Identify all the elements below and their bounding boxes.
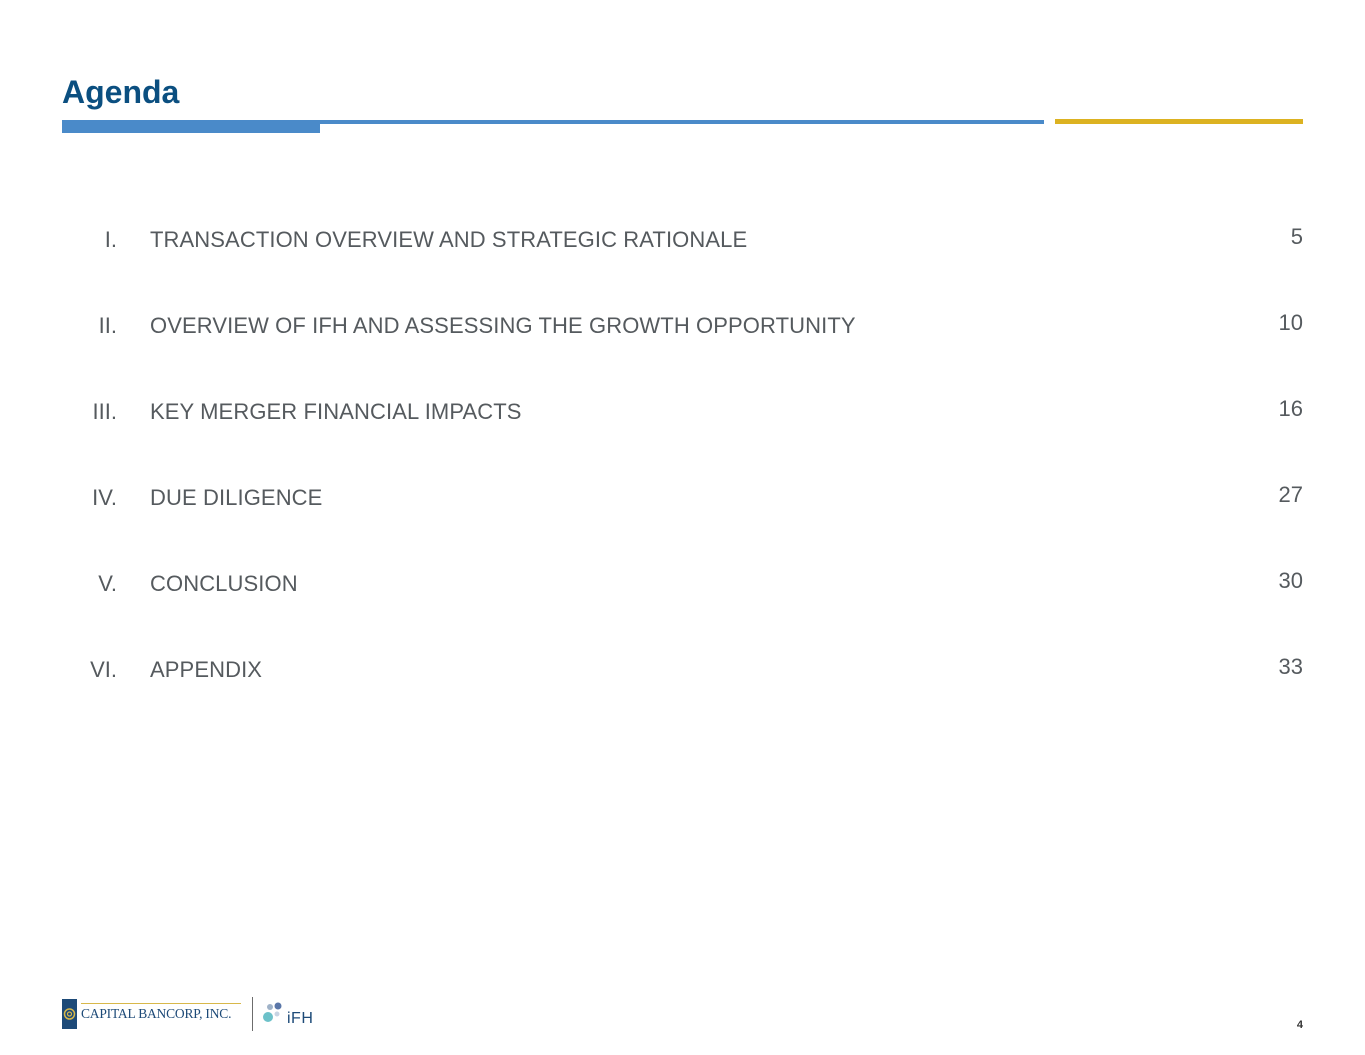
logo-divider bbox=[252, 997, 253, 1031]
ifh-logo-text: iFH bbox=[287, 1010, 314, 1027]
agenda-section-label: DUE DILIGENCE bbox=[150, 485, 323, 510]
agenda-page-number: 5 bbox=[1290, 224, 1303, 249]
agenda-section-label: TRANSACTION OVERVIEW AND STRATEGIC RATIONALE bbox=[150, 227, 748, 252]
agenda-item bbox=[0, 655, 1365, 685]
capital-bancorp-rule bbox=[81, 1003, 241, 1004]
agenda-item bbox=[0, 397, 1365, 427]
slide-number: 4 bbox=[1296, 1019, 1303, 1031]
agenda-numeral: II. bbox=[98, 313, 117, 338]
agenda-numeral: I. bbox=[104, 227, 117, 252]
agenda-item bbox=[0, 225, 1365, 255]
capital-bancorp-logo: CAPITAL BANCORP, INC. bbox=[81, 1006, 232, 1021]
title-underline-gold bbox=[1055, 119, 1303, 124]
agenda-section-label: OVERVIEW OF IFH AND ASSESSING THE GROWTH OPPORTUNITY bbox=[150, 313, 856, 338]
agenda-item bbox=[0, 569, 1365, 599]
agenda-section-label: CONCLUSION bbox=[150, 571, 298, 596]
agenda-page-number: 10 bbox=[1278, 310, 1303, 335]
agenda-page-number: 33 bbox=[1278, 654, 1303, 679]
agenda-page-number: 16 bbox=[1278, 396, 1303, 421]
agenda-section-label: APPENDIX bbox=[150, 657, 263, 682]
agenda-page-number: 30 bbox=[1278, 568, 1303, 593]
capital-bancorp-mark-icon bbox=[62, 999, 77, 1029]
title-underline-blue bbox=[320, 120, 1044, 124]
agenda-item bbox=[0, 483, 1365, 513]
agenda-section-label: KEY MERGER FINANCIAL IMPACTS bbox=[150, 399, 522, 424]
title-underline-thick bbox=[62, 120, 320, 133]
agenda-numeral: IV. bbox=[92, 485, 117, 510]
agenda-page-number: 27 bbox=[1278, 482, 1303, 507]
page-title: Agenda bbox=[62, 74, 180, 110]
agenda-numeral: III. bbox=[92, 399, 117, 424]
agenda-item bbox=[0, 311, 1365, 341]
agenda-numeral: V. bbox=[98, 571, 117, 596]
agenda-numeral: VI. bbox=[90, 657, 117, 682]
